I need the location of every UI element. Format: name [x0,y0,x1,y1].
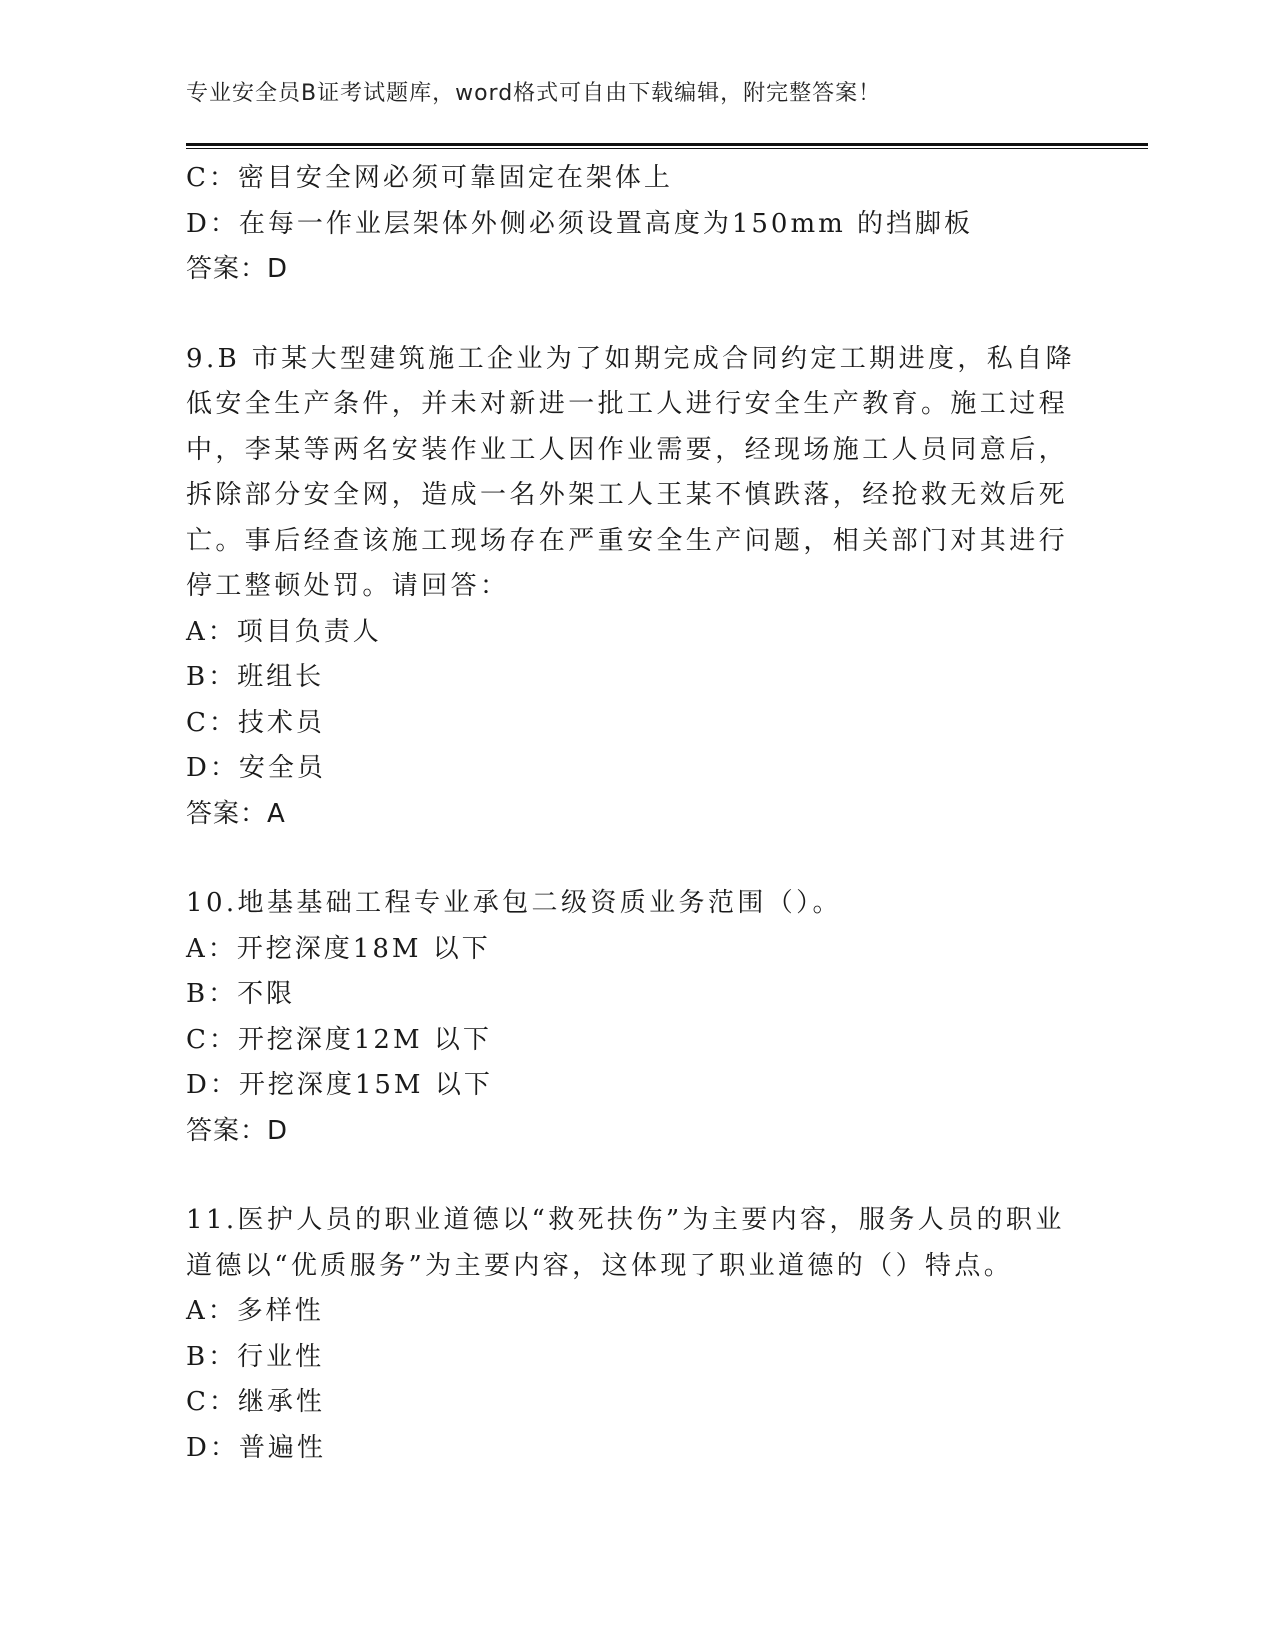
question-11 [186,1198,1086,1471]
question-stem-line: 9.B 市某大型建筑施工企业为了如期完成合同约定工期进度，私自降 [186,343,1075,374]
question-stem-line: 10.地基基础工程专业承包二级资质业务范围（）。 [186,888,842,918]
page-header: 专业安全员B证考试题库，word格式可自由下载编辑，附完整答案！ [186,81,882,106]
question-9 [186,337,1086,838]
option-b: B：不限 [186,979,296,1009]
question-stem-line: 道德以“优质服务”为主要内容，这体现了职业道德的（）特点。 [186,1250,1014,1281]
answer: 答案：A [186,798,286,829]
option-c: C：继承性 [186,1387,325,1417]
option-d: D：安全员 [186,753,326,783]
answer: 答案：D [186,254,289,284]
question-stem-line: 11.医护人员的职业道德以“救死扶伤”为主要内容，服务人员的职业 [186,1205,1065,1235]
question-stem-line: 中，李某等两名安装作业工人因作业需要，经现场施工人员同意后， [186,434,1069,465]
option-b: B：班组长 [186,662,325,692]
answer: 答案：D [186,1115,289,1146]
question-stem-line: 亡。事后经查该施工现场存在严重安全生产问题，相关部门对其进行 [186,525,1069,556]
option-a: A：多样性 [186,1296,324,1326]
option-c: C：开挖深度12M 以下 [186,1024,492,1055]
question-8-continued [186,156,1086,293]
option-c: C：技术员 [186,707,325,738]
document-body [186,156,1086,1471]
option-a: A：项目负责人 [186,616,382,647]
question-10 [186,881,1086,1154]
option-a: A：开挖深度18M 以下 [186,933,491,964]
option-c: C：密目安全网必须可靠固定在架体上 [186,163,673,193]
option-b: B：行业性 [186,1341,325,1372]
option-d: D：开挖深度15M 以下 [186,1070,493,1100]
option-d: D：在每一作业层架体外侧必须设置高度为150mm 的挡脚板 [186,208,974,239]
question-stem-line: 低安全生产条件，并未对新进一批工人进行安全生产教育。施工过程 [186,389,1069,419]
option-d: D：普遍性 [186,1432,326,1463]
question-stem-line: 拆除部分安全网，造成一名外架工人王某不慎跌落，经抢救无效后死 [186,480,1069,510]
question-stem-line: 停工整顿处罚。请回答： [186,571,510,601]
header-divider [186,143,1148,149]
